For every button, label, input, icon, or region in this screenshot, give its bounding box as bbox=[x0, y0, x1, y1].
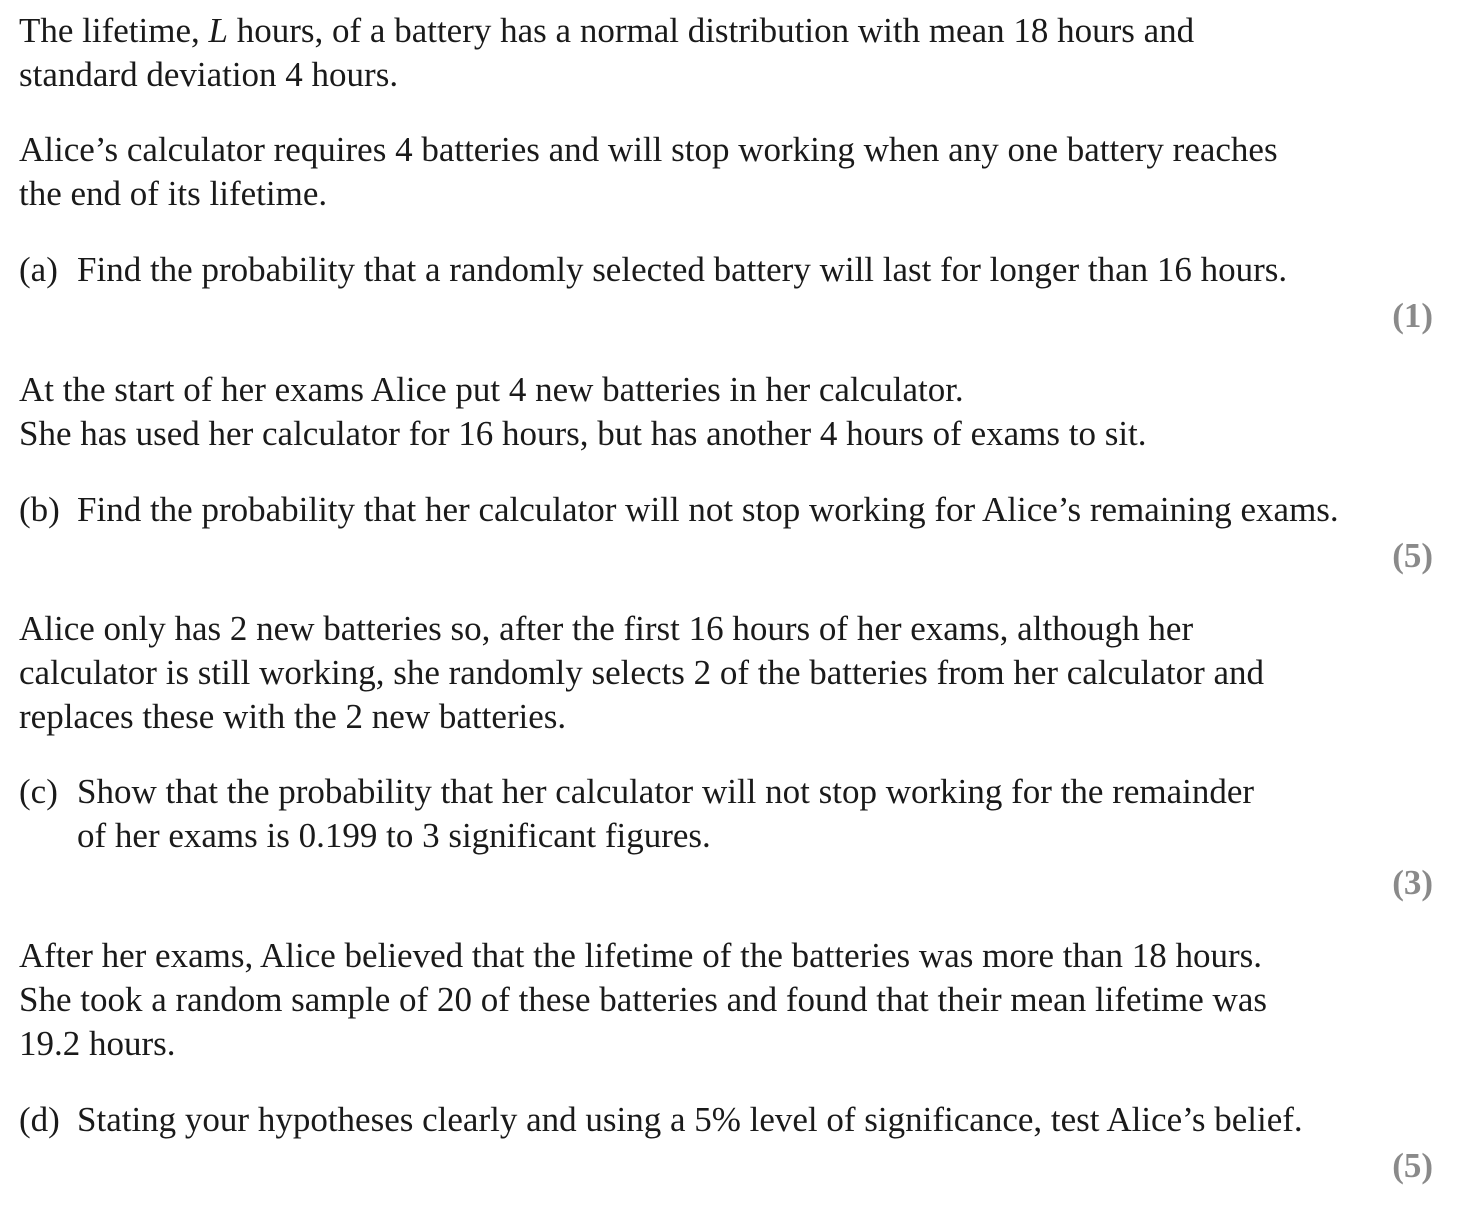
context1-line-1: Alice’s calculator requires 4 batteries and will stop working when any one battery reaches bbox=[19, 130, 1278, 169]
part-a-marks: (1) bbox=[1392, 296, 1433, 335]
intro-line-1 bbox=[19, 9, 1194, 53]
part-b-label: (b) bbox=[19, 490, 60, 529]
part-d-label: (d) bbox=[19, 1100, 60, 1139]
part-d-marks: (5) bbox=[1392, 1146, 1433, 1185]
part-c-marks: (3) bbox=[1392, 863, 1433, 902]
intro-line-1-pre: The lifetime, bbox=[19, 11, 209, 50]
intro-line-1-post: hours, of a battery has a normal distribution with mean 18 hours and bbox=[227, 11, 1195, 50]
context2-line-1: At the start of her exams Alice put 4 new batteries in her calculator. bbox=[19, 370, 964, 409]
part-c-text-line-2: of her exams is 0.199 to 3 significant figures. bbox=[77, 816, 711, 855]
part-d-text: Stating your hypotheses clearly and using a 5% level of significance, test Alice’s belief. bbox=[77, 1100, 1303, 1139]
intro-line-2: standard deviation 4 hours. bbox=[19, 55, 399, 94]
part-c-label: (c) bbox=[19, 772, 58, 811]
context1-line-2: the end of its lifetime. bbox=[19, 174, 328, 213]
context4-line-2: She took a random sample of 20 of these batteries and found that their mean lifetime was bbox=[19, 980, 1267, 1019]
variable-l: L bbox=[208, 11, 228, 50]
part-a-text: Find the probability that a randomly selected battery will last for longer than 16 hours. bbox=[77, 250, 1288, 289]
context2-line-2: She has used her calculator for 16 hours, but has another 4 hours of exams to sit. bbox=[19, 414, 1147, 453]
part-b-marks: (5) bbox=[1392, 536, 1433, 575]
context3-line-3: replaces these with the 2 new batteries. bbox=[19, 697, 567, 736]
context4-line-3: 19.2 hours. bbox=[19, 1024, 176, 1063]
context3-line-2: calculator is still working, she randomly selects 2 of the batteries from her calculator and bbox=[19, 653, 1265, 692]
part-a-label: (a) bbox=[19, 250, 58, 289]
part-b-text: Find the probability that her calculator will not stop working for Alice’s remaining exams. bbox=[77, 490, 1339, 529]
context3-line-1: Alice only has 2 new batteries so, after the first 16 hours of her exams, although her bbox=[19, 609, 1194, 648]
context4-line-1: After her exams, Alice believed that the lifetime of the batteries was more than 18 hours. bbox=[19, 936, 1263, 975]
part-c-text-line-1: Show that the probability that her calculator will not stop working for the remainder bbox=[77, 772, 1255, 811]
